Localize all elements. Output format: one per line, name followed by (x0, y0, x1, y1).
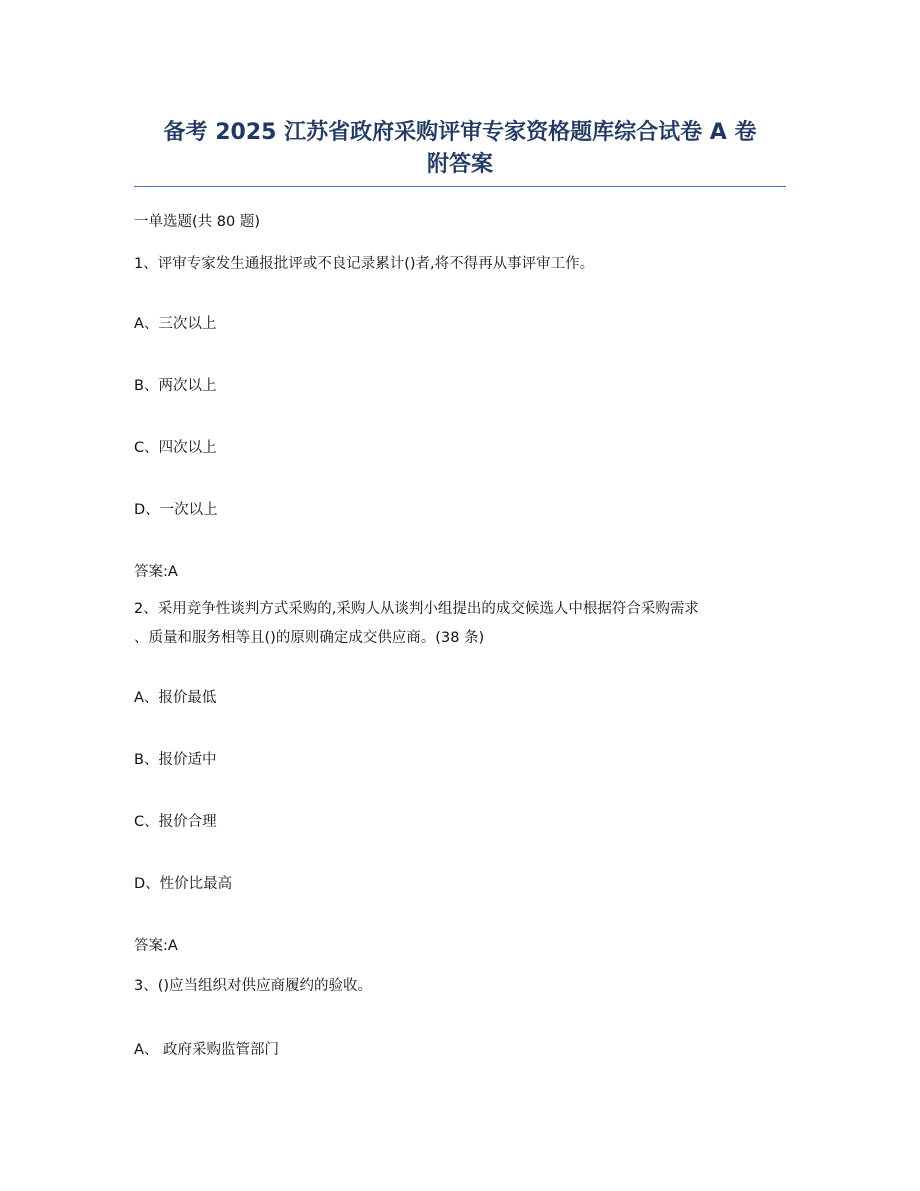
document-title-line-2: 附答案 (426, 152, 493, 177)
document-title-line-1: 备考 2025 江苏省政府采购评审专家资格题库综合试卷 A 卷 (163, 120, 757, 145)
question-1-stem: 1、评审专家发生通报批评或不良记录累计()者,将不得再从事评审工作。 (134, 256, 595, 272)
section-heading: 一单选题(共 80 题) (134, 214, 260, 230)
question-1-option-a: A、三次以上 (134, 316, 217, 332)
question-1-option-d: D、一次以上 (134, 502, 218, 518)
question-2-option-a: A、报价最低 (134, 690, 217, 706)
question-3-stem: 3、()应当组织对供应商履约的验收。 (134, 978, 373, 994)
question-2-stem-line-2: 、质量和服务相等且()的原则确定成交供应商。(38 条) (134, 630, 485, 646)
title-divider (134, 186, 786, 187)
question-1-answer: 答案:A (134, 564, 178, 580)
question-2-option-c: C、报价合理 (134, 814, 217, 830)
question-3-option-a: A、 政府采购监管部门 (134, 1042, 280, 1058)
question-1-option-c: C、四次以上 (134, 440, 217, 456)
question-2-option-b: B、报价适中 (134, 752, 217, 768)
question-2-stem-line-1: 2、采用竞争性谈判方式采购的,采购人从谈判小组提出的成交候选人中根据符合采购需求 (134, 601, 699, 617)
question-2-answer: 答案:A (134, 938, 178, 954)
question-2-option-d: D、性价比最高 (134, 876, 233, 892)
question-1-option-b: B、两次以上 (134, 378, 217, 394)
